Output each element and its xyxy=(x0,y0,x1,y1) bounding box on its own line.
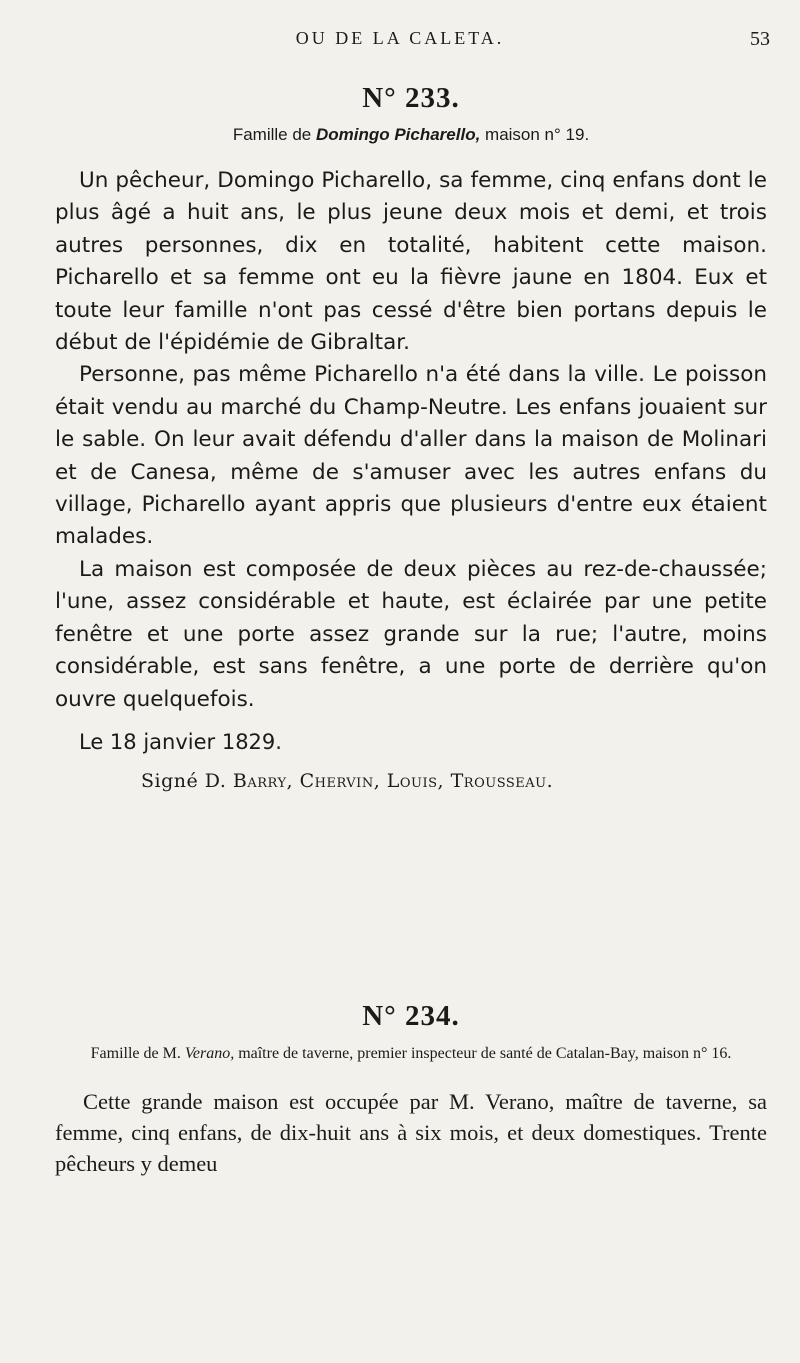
page-number: 53 xyxy=(750,28,770,50)
signature-prefix: Signé xyxy=(141,769,205,792)
entry-heading: N° 233. xyxy=(362,82,460,114)
date-line: Le 18 janvier 1829. xyxy=(79,729,282,754)
paragraph: Cette grande maison est occupée par M. Verano, maître de taverne, sa femme, cinq enfans, de dix-huit ans à six mois, et deux domestiques. Trente pêcheurs y demeu xyxy=(55,1089,767,1176)
entry-234 xyxy=(55,1000,767,1179)
signature-names: D. Barry, Chervin, Louis, Trousseau. xyxy=(204,769,554,792)
signature-line xyxy=(55,770,767,792)
entry-subtitle xyxy=(55,125,767,145)
running-head xyxy=(0,28,800,56)
entry-body xyxy=(55,1086,767,1179)
entry-233 xyxy=(55,82,767,792)
entry-body xyxy=(55,165,767,716)
paragraph: La maison est composée de deux pièces au rez-de-chaussée; l'une, assez considérable et haute, est éclairée par une petite fenêtre et une porte assez grande sur la rue; l'autre, moins considérable, est sans fenêtre, a une porte de derrière qu'on ouvre quelquefois. xyxy=(55,556,767,712)
paragraph: Personne, pas même Picharello n'a été dans la ville. Le poisson était vendu au marché du Champ-Neutre. Les enfans jouaient sur le sable. On leur avait défendu d'aller dans la maison de Molinari et de Canesa, même de s'amuser avec les autres enfans du village, Picharello ayant appris que plusieurs d'entre eux étaient malades. xyxy=(55,362,767,550)
entry-subtitle xyxy=(55,1043,767,1064)
subtitle-name: Verano, xyxy=(184,1045,235,1062)
subtitle-name: Domingo Picharello, xyxy=(315,125,481,144)
subtitle-prefix: Famille de M. xyxy=(90,1045,185,1062)
subtitle-suffix: maître de taverne, premier inspecteur de santé de Catalan-Bay, maison n° 16. xyxy=(234,1045,732,1062)
subtitle-prefix: Famille de xyxy=(232,125,316,144)
subtitle-suffix: maison n° 19. xyxy=(480,125,590,144)
paragraph: Un pêcheur, Domingo Picharello, sa femme, cinq enfans dont le plus âgé a huit ans, le plus jeune deux mois et demi, et trois autres personnes, dix en totalité, habitent cette maison. Picharello et sa femme ont eu la fièvre jaune en 1804. Eux et toute leur famille n'ont pas cessé d'être bien portans depuis le début de l'épidémie de Gibraltar. xyxy=(55,168,767,356)
entry-heading: N° 234. xyxy=(362,1000,460,1032)
running-title: OU DE LA CALETA. xyxy=(295,28,505,48)
